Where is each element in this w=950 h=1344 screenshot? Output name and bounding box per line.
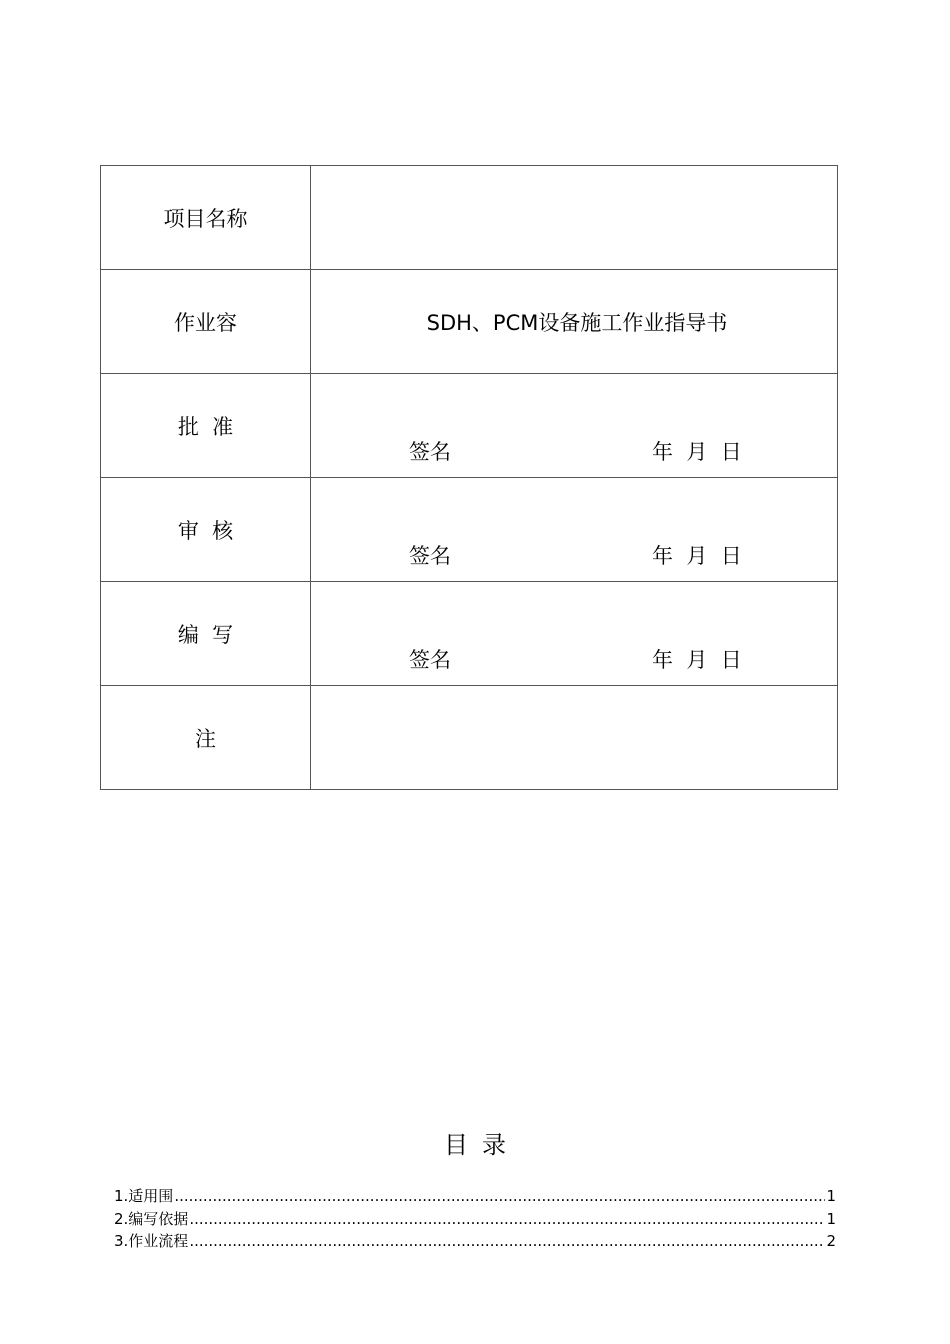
toc-item-page: 1 [826, 1187, 836, 1205]
toc-leader-dots [174, 1185, 825, 1208]
toc-leader-dots [189, 1230, 825, 1253]
form-row-work-content [101, 270, 838, 374]
approve-signature-label: 签名 [409, 440, 451, 464]
note-label: 注 [101, 686, 311, 790]
author-signature-label: 签名 [409, 648, 451, 672]
form-row-author [101, 582, 838, 686]
toc-item-page: 2 [826, 1232, 836, 1250]
cover-form-table [100, 165, 838, 790]
project-name-value [311, 166, 838, 270]
toc-list [114, 1185, 836, 1253]
approve-label: 批 准 [101, 374, 311, 478]
toc-title: 目录 [444, 1131, 520, 1159]
form-row-approve [101, 374, 838, 478]
author-date-label: 年 月 日 [652, 648, 742, 672]
form-row-note [101, 686, 838, 790]
work-content-label: 作业容 [101, 270, 311, 374]
note-value [311, 686, 838, 790]
form-row-review [101, 478, 838, 582]
approve-date-label: 年 月 日 [652, 440, 742, 464]
toc-item[interactable] [114, 1230, 836, 1253]
project-name-label: 项目名称 [101, 166, 311, 270]
review-date-label: 年 月 日 [652, 544, 742, 568]
toc-leader-dots [189, 1208, 825, 1231]
author-label: 编 写 [101, 582, 311, 686]
toc-item-text: 1.适用围 [114, 1187, 174, 1205]
review-signature-label: 签名 [409, 544, 451, 568]
work-content-text: SDH、PCM设备施工作业指导书 [426, 310, 728, 335]
review-signature-cell [311, 478, 838, 582]
work-content-value [311, 270, 838, 374]
review-label: 审 核 [101, 478, 311, 582]
toc-item[interactable] [114, 1185, 836, 1208]
toc-item-text: 2.编写依据 [114, 1209, 189, 1228]
toc-item-page: 1 [826, 1209, 836, 1228]
toc-item[interactable] [114, 1208, 836, 1231]
approve-signature-cell [311, 374, 838, 478]
toc-item-text: 3.作业流程 [114, 1232, 189, 1250]
author-signature-cell [311, 582, 838, 686]
form-row-project-name [101, 166, 838, 270]
